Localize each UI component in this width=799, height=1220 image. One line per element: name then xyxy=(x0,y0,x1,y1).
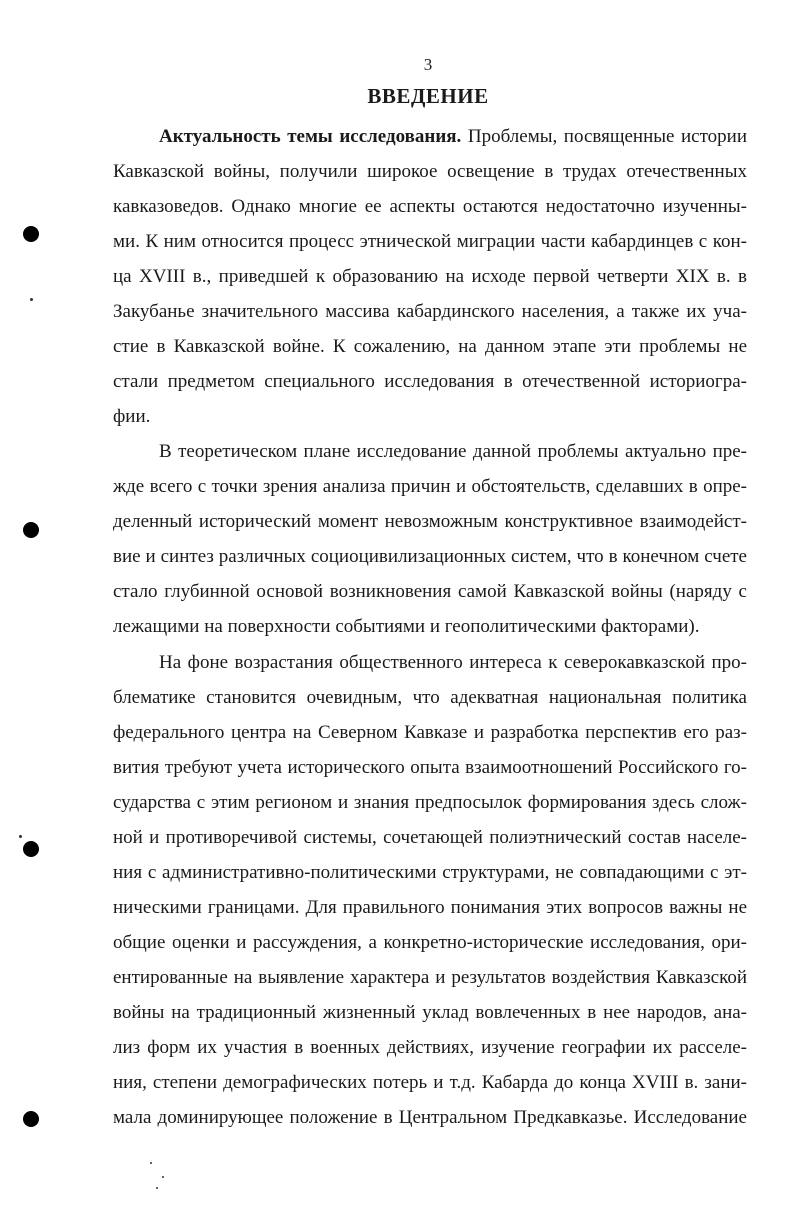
scan-speck xyxy=(150,1162,152,1164)
paragraph-3-line-8: ническими границами. Для правильного понимания этих вопросов важны не xyxy=(113,897,747,918)
scan-speck xyxy=(30,298,33,301)
paragraph-2-line-4: вие и синтез различных социоцивилизационных систем, что в конечном счете xyxy=(113,546,747,567)
lead-phrase: Актуальность темы исследования. xyxy=(159,126,462,147)
paragraph-1-line-2: Кавказской войны, получили широкое освещение в трудах отечественных xyxy=(113,161,747,182)
page-number: 3 xyxy=(423,55,433,74)
paragraph-2-line-1: В теоретическом плане исследование данной проблемы актуально пре- xyxy=(159,441,747,462)
paragraph-2-line-2: жде всего с точки зрения анализа причин и обстоятельств, сделавших в опре- xyxy=(113,476,747,497)
paragraph-1-line-4: ми. К ним относится процесс этнической миграции части кабардинцев с кон- xyxy=(113,231,747,252)
paragraph-3-line-5: сударства с этим регионом и знания предпосылок формирования здесь слож- xyxy=(113,792,747,813)
binder-hole xyxy=(23,226,39,242)
paragraph-1-line-9: фии. xyxy=(113,406,151,427)
paragraph-1-line-7: стие в Кавказской войне. К сожалению, на данном этапе эти проблемы не xyxy=(113,336,747,357)
paragraph-1-line-8: стали предметом специального исследования в отечественной историогра- xyxy=(113,371,747,392)
paragraph-1-line-3: кавказоведов. Однако многие ее аспекты остаются недостаточно изученны- xyxy=(113,196,747,217)
paragraph-3-line-10: ентированные на выявление характера и результатов воздействия Кавказской xyxy=(113,967,747,988)
binder-hole xyxy=(23,841,39,857)
paragraph-2-line-6: лежащими на поверхности событиями и геополитическими факторами). xyxy=(113,616,700,637)
paragraph-3-line-14: мала доминирующее положение в Центральном Предкавказье. Исследование xyxy=(113,1107,747,1128)
scan-speck xyxy=(156,1187,158,1189)
paragraph-1-line-5: ца XVIII в., приведшей к образованию на исходе первой четверти XIX в. в xyxy=(113,266,747,287)
scan-speck xyxy=(162,1176,164,1178)
paragraph-2-line-5: стало глубинной основой возникновения самой Кавказской войны (наряду с xyxy=(113,581,747,602)
paragraph-3-line-12: лиз форм их участия в военных действиях, изучение географии их расселе- xyxy=(113,1037,747,1058)
paragraph-1-line-6: Закубанье значительного массива кабардинского населения, а также их уча- xyxy=(113,301,747,322)
paragraph-3-line-3: федерального центра на Северном Кавказе и разработка перспектив его раз- xyxy=(113,722,747,743)
scan-speck xyxy=(19,835,22,838)
binder-hole xyxy=(23,522,39,538)
paragraph-2-line-3: деленный исторический момент невозможным конструктивное взаимодейст- xyxy=(113,511,747,532)
paragraph-3-line-4: вития требуют учета исторического опыта взаимоотношений Российского го- xyxy=(113,757,747,778)
page-title: ВВЕДЕНИЕ xyxy=(367,84,489,108)
paragraph-1-line-1: Актуальность темы исследования. Проблемы, посвященные истории xyxy=(159,126,747,147)
paragraph-3-line-1: На фоне возрастания общественного интереса к северокавказской про- xyxy=(159,652,747,673)
paragraph-3-line-9: общие оценки и рассуждения, а конкретно-исторические исследования, ори- xyxy=(113,932,747,953)
paragraph-3-line-6: ной и противоречивой системы, сочетающей полиэтнический состав населе- xyxy=(113,827,747,848)
binder-hole xyxy=(23,1111,39,1127)
paragraph-3-line-13: ния, степени демографических потерь и т.д. Кабарда до конца XVIII в. зани- xyxy=(113,1072,747,1093)
paragraph-3-line-2: блематике становится очевидным, что адекватная национальная политика xyxy=(113,687,747,708)
paragraph-3-line-11: войны на традиционный жизненный уклад вовлеченных в нее народов, ана- xyxy=(113,1002,747,1023)
paragraph-3-line-7: ния с административно-политическими структурами, не совпадающими с эт- xyxy=(113,862,747,883)
